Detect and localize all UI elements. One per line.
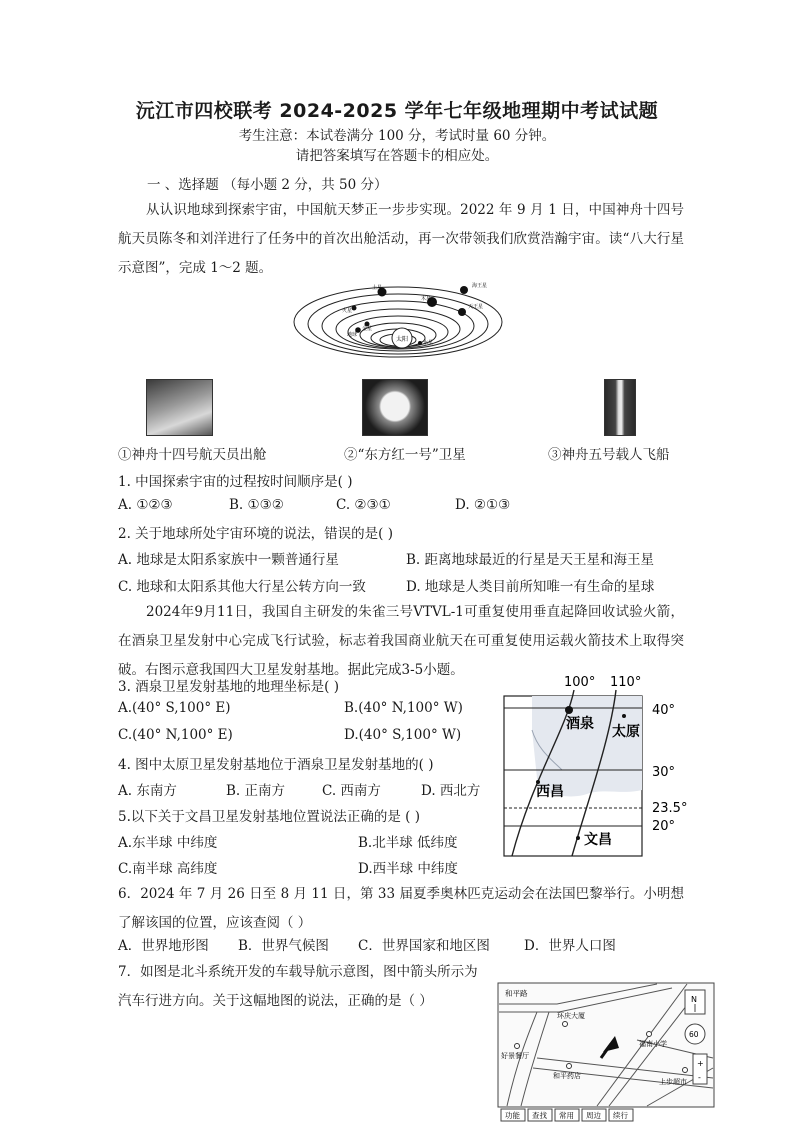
q3-option-c[interactable]: C.(40° N,100° E) [118,727,233,743]
q3-stem: 3. 酒泉卫星发射基地的地理坐标是( ) [118,679,339,695]
photo-spacewalk [146,379,213,436]
photo-shenzhou5-rocket [604,379,636,436]
label-mars: 火星 [342,308,353,314]
toolbar-nearby-button[interactable]: 周边 [586,1111,601,1120]
toolbar-function-button[interactable]: 功能 [505,1111,520,1120]
exam-note-2: 请把答案填写在答题卡的相应处。 [295,148,499,164]
q5-option-b[interactable]: B.北半球 低纬度 [358,835,458,851]
intro-paragraph-1: 从认识地球到探索宇宙，中国航天梦正一步步实现。2022 年 9 月 1 日，中国神舟十四号航天员陈冬和刘洋进行了任务中的首次出舱活动，再一次带领我们欣赏浩瀚宇宙。读“八大行星示意图”，完成 1～2 题。 [118,202,684,276]
place-heping-pharmacy: 和平药店 [553,1072,581,1080]
road-label-heping: 和平路 [505,989,528,998]
q6-option-a[interactable]: A．世界地形图 [118,938,209,954]
speed-limit-value: 60 [689,1030,699,1039]
q2-stem: 2. 关于地球所处宇宙环境的说法，错误的是( ) [118,526,393,542]
label-neptune: 海王星 [472,283,488,289]
q4-option-d[interactable]: D. 西北方 [421,783,481,799]
label-venus: 金星 [362,326,373,332]
jiuquan-marker [565,706,573,714]
china-land-area [532,696,642,796]
toolbar-common-button[interactable]: 常用 [559,1111,574,1120]
q6-option-b[interactable]: B．世界气候图 [238,938,329,954]
q5-option-d[interactable]: D.西半球 中纬度 [358,861,458,877]
q6-stem: 6．2024 年 7 月 26 日至 8 月 11 日，第 33 届夏季奥林匹克运动会在法国巴黎举行。小明想了解该国的位置，应该查阅（ ） [118,886,684,931]
label-earth: 地球 [347,332,358,338]
q1-option-c[interactable]: C. ②③① [336,497,391,513]
photo-dfh1-satellite [362,379,428,436]
q1-option-a[interactable]: A. ①②③ [118,497,173,513]
lon-label-100: 100° [564,675,596,690]
lat-label-30: 30° [652,765,676,780]
q2-option-d[interactable]: D. 地球是人类目前所知唯一有生命的星球 [406,579,655,595]
launch-bases-map [492,670,702,862]
q1-option-b[interactable]: B. ①③② [229,497,284,513]
lat-label-20: 20° [652,819,676,834]
place-shangbu-supermarket: 上步超市 [659,1078,687,1086]
q3-option-b[interactable]: B.(40° N,100° W) [344,700,463,716]
q5-stem: 5.以下关于文昌卫星发射基地位置说法正确的是 ( ) [118,809,420,825]
taiyuan-marker [622,714,626,718]
zoom-out-button[interactable]: - [698,1073,701,1082]
toolbar-search-button[interactable]: 查找 [532,1111,547,1120]
q4-option-a[interactable]: A. 东南方 [118,783,177,799]
q4-option-c[interactable]: C. 西南方 [322,783,381,799]
lat-label-40: 40° [652,703,676,718]
section-heading: 一 、选择题 （每小题 2 分，共 50 分） [147,177,388,193]
q1-stem: 1. 中国探索宇宙的过程按时间顺序是( ) [118,474,353,490]
q3-option-d[interactable]: D.(40° S,100° W) [344,727,462,743]
exam-note-1: 考生注意：本试卷满分 100 分，考试时量 60 分钟。 [238,128,556,144]
place-haojing-restaurant: 好景餐厅 [501,1052,529,1060]
base-taiyuan: 太原 [612,724,640,740]
base-wenchang: 文昌 [584,832,612,848]
q2-option-a[interactable]: A. 地球是太阳系家族中一颗普通行星 [118,552,339,568]
q7-stem: 7．如图是北斗系统开发的车载导航示意图，图中箭头所示为汽车行进方向。关于这幅地图的说法，正确的是（ ） [118,964,478,1009]
q2-option-b[interactable]: B. 距离地球最近的行星是天王星和海王星 [406,552,655,568]
wenchang-marker [576,836,580,840]
label-jupiter: 木星 [421,296,432,302]
place-funan-school: 福南小学 [639,1040,667,1048]
q5-option-c[interactable]: C.南半球 高纬度 [118,861,218,877]
lon-label-110: 110° [610,675,642,690]
car-navigation-map [497,982,715,1122]
q6-option-c[interactable]: C．世界国家和地区图 [358,938,490,954]
q5-option-a[interactable]: A.东半球 中纬度 [118,835,218,851]
compass-label: N [691,995,697,1004]
caption-photo-2: ②“东方红一号”卫星 [344,447,466,463]
caption-photo-1: ①神舟十四号航天员出舱 [118,447,267,463]
label-sun: 太阳 [396,336,409,343]
label-mercury: 水星 [423,340,434,346]
page-title: 沅江市四校联考 2024-2025 学年七年级地理期中考试试题 [135,100,659,122]
base-jiuquan: 酒泉 [566,716,594,732]
base-xichang: 西昌 [536,784,564,800]
label-uranus: 天王星 [468,304,484,310]
label-saturn: 土星 [372,285,383,291]
intro-paragraph-2: 2024年9月11日，我国自主研发的朱雀三号VTVL-1可重复使用垂直起降回收试验火箭，在酒泉卫星发射中心完成飞行试验，标志着我国商业航天在可重复使用运载火箭技术上取得突破。右图示意我国四大卫星发射基地。据此完成3-5小题。 [118,604,684,678]
q6-option-d[interactable]: D．世界人口图 [524,938,616,954]
zoom-in-button[interactable]: + [697,1059,704,1068]
q2-option-c[interactable]: C. 地球和太阳系其他大行星公转方向一致 [118,579,366,595]
q1-option-d[interactable]: D. ②①③ [455,497,511,513]
q4-option-b[interactable]: B. 正南方 [226,783,286,799]
toolbar-continue-button[interactable]: 续行 [613,1111,628,1120]
solar-system-figure [292,278,504,358]
caption-photo-3: ③神舟五号载人飞船 [548,447,670,463]
q4-stem: 4. 图中太原卫星发射基地位于酒泉卫星发射基地的( ) [118,757,434,773]
place-huanqing-building: 环庆大厦 [557,1012,585,1020]
lat-label-23-5: 23.5° [652,801,688,816]
q3-option-a[interactable]: A.(40° S,100° E) [118,700,231,716]
